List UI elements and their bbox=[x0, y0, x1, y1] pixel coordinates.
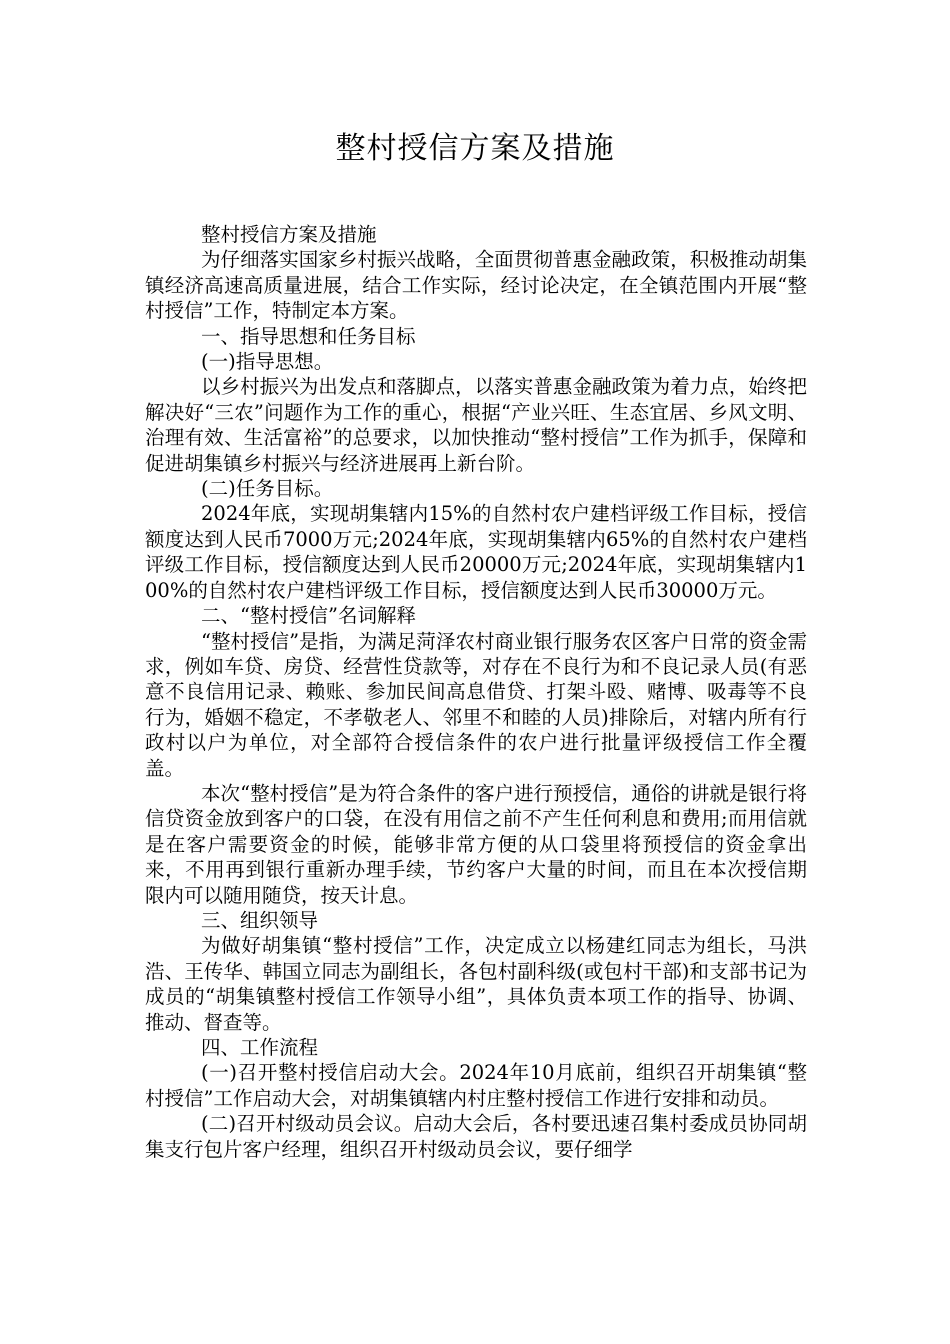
paragraph-definition: “整村授信”是指，为满足菏泽农村商业银行服务农区客户日常的资金需求，例如车贷、房贷、经营性贷款等，对存在不良行为和不良记录人员(有恶意不良信用记录、赖账、参加民间高息借贷、打架斗殴、赌博、吸毒等不良行为，婚姻不稳定，不孝敬老人、邻里不和睦的人员)排除后，对辖内所有行政村以户为单位，对全部符合授信条件的农户进行批量评级授信工作全覆盖。 bbox=[145, 629, 807, 780]
subsection-heading-1-2: (二)任务目标。 bbox=[201, 477, 334, 501]
section-heading-3: 三、组织领导 bbox=[201, 908, 319, 932]
paragraph-heading: 整村授信方案及措施 bbox=[201, 223, 377, 246]
paragraph-pre-credit: 本次“整村授信”是为符合条件的客户进行预授信，通俗的讲就是银行将信贷资金放到客户的口袋，在没有用信之前不产生任何利息和费用;而用信就是在客户需要资金的时候，能够非常方便的从口袋里将预授信的资金拿出来，不用再到银行重新办理手续，节约客户大量的时间，而且在本次授信期限内可以随用随贷，按天计息。 bbox=[145, 781, 807, 907]
paragraph-leadership: 为做好胡集镇“整村授信”工作，决定成立以杨建红同志为组长，马洪浩、王传华、韩国立同志为副组长，各包村副科级(或包村干部)和支部书记为成员的“胡集镇整村授信工作领导小组”，具体负责本项工作的指导、协调、推动、督查等。 bbox=[145, 934, 807, 1034]
document-body bbox=[145, 222, 807, 1162]
paragraph-village-meeting: (二)召开村级动员会议。启动大会后，各村要迅速召集村委成员协同胡集支行包片客户经理，组织召开村级动员会议，要仔细学 bbox=[145, 1112, 807, 1161]
paragraph-guiding-thought: 以乡村振兴为出发点和落脚点，以落实普惠金融政策为着力点，始终把解决好“三农”问题作为工作的重心，根据“产业兴旺、生态宜居、乡风文明、治理有效、生活富裕”的总要求，以加快推动“整村授信”工作为抓手，保障和促进胡集镇乡村振兴与经济进展再上新台阶。 bbox=[145, 375, 807, 475]
document-title: 整村授信方案及措施 bbox=[335, 131, 615, 166]
paragraph-intro: 为仔细落实国家乡村振兴战略，全面贯彻普惠金融政策，积极推动胡集镇经济高速高质量进展，结合工作实际，经讨论决定，在全镇范围内开展“整村授信”工作，特制定本方案。 bbox=[145, 248, 807, 323]
section-heading-2: 二、“整村授信”名词解释 bbox=[201, 604, 416, 628]
paragraph-task-goals: 2024年底，实现胡集辖内15%的自然村农户建档评级工作目标，授信额度达到人民币7000万元;2024年底，实现胡集辖内65%的自然村农户建档评级工作目标，授信额度达到人民币20000万元;2024年底，实现胡集辖内100%的自然村农户建档评级工作目标，授信额度达到人民币30000万元。 bbox=[145, 502, 807, 602]
section-heading-1: 一、指导思想和任务目标 bbox=[201, 324, 416, 348]
section-heading-4: 四、工作流程 bbox=[201, 1036, 319, 1059]
subsection-heading-1-1: (一)指导思想。 bbox=[201, 350, 334, 374]
paragraph-launch-meeting: (一)召开整村授信启动大会。2024年10月底前，组织召开胡集镇“整村授信”工作启动大会，对胡集镇辖内村庄整村授信工作进行安排和动员。 bbox=[145, 1061, 807, 1110]
